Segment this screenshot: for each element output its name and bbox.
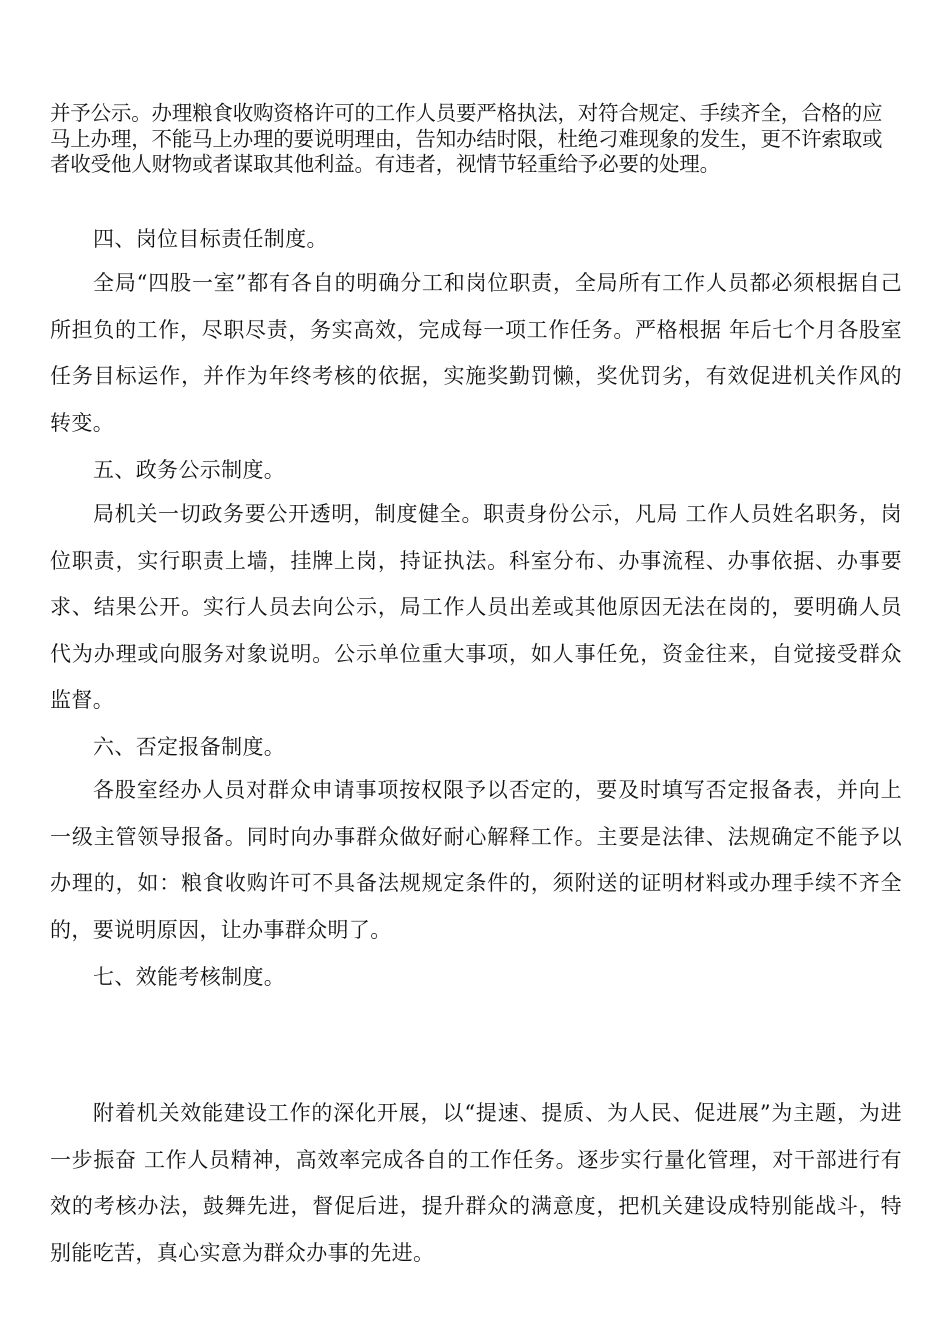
section-7-heading: 七、效能考核制度。 (93, 965, 286, 989)
section-6-body: 各股室经办人员对群众申请事项按权限予以否定的，要及时填写否定报备表，并向上一级主管领导报备。同时向办事群众做好耐心解释工作。主要是法律、法规确定不能予以办理的，如：粮食收购许可不具备法规规定条件的，须附送的证明材料或办理手续不齐全的，要说明原因，让办事群众明了。 (50, 778, 902, 942)
intro-paragraph: 并予公示。办理粮食收购资格许可的工作人员要严格执法，对符合规定、手续齐全，合格的应马上办理，不能马上办理的要说明理由，告知办结时限，杜绝刁难现象的发生，更不许索取或者收受他人财物或者谋取其他利益。有违者，视情节轻重给予必要的处理。 (50, 101, 883, 176)
section-6-heading: 六、否定报备制度。 (93, 735, 286, 759)
section-5-heading: 五、政务公示制度。 (93, 458, 286, 482)
section-5-body: 局机关一切政务要公开透明，制度健全。职责身份公示，凡局 工作人员姓名职务，岗位职责，实行职责上墙，挂牌上岗，持证执法。科室分布、办事流程、办事依据、办事要求、结果公开。实行人员去向公示，局工作人员出差或其他原因无法在岗的，要明确人员代为办理或向服务对象说明。公示单位重大事项，如人事任免，资金往来，自觉接受群众监督。 (50, 502, 902, 712)
section-4-heading: 四、岗位目标责任制度。 (93, 227, 328, 251)
section-4-body: 全局“四股一室”都有各自的明确分工和岗位职责，全局所有工作人员都必须根据自己所担负的工作，尽职尽责，务实高效，完成每一项工作任务。严格根据 年后七个月各股室任务目标运作，并作为年终考核的依据，实施奖勤罚懒，奖优罚劣，有效促进机关作风的转变。 (50, 271, 902, 435)
section-7-body: 附着机关效能建设工作的深化开展，以“提速、提质、为人民、促进展”为主题，为进一步振奋 工作人员精神，高效率完成各自的工作任务。逐步实行量化管理，对干部进行有效的考核办法，鼓舞先进，督促后进，提升群众的满意度，把机关建设成特别能战斗，特别能吃苦，真心实意为群众办事的先进。 (50, 1101, 902, 1265)
